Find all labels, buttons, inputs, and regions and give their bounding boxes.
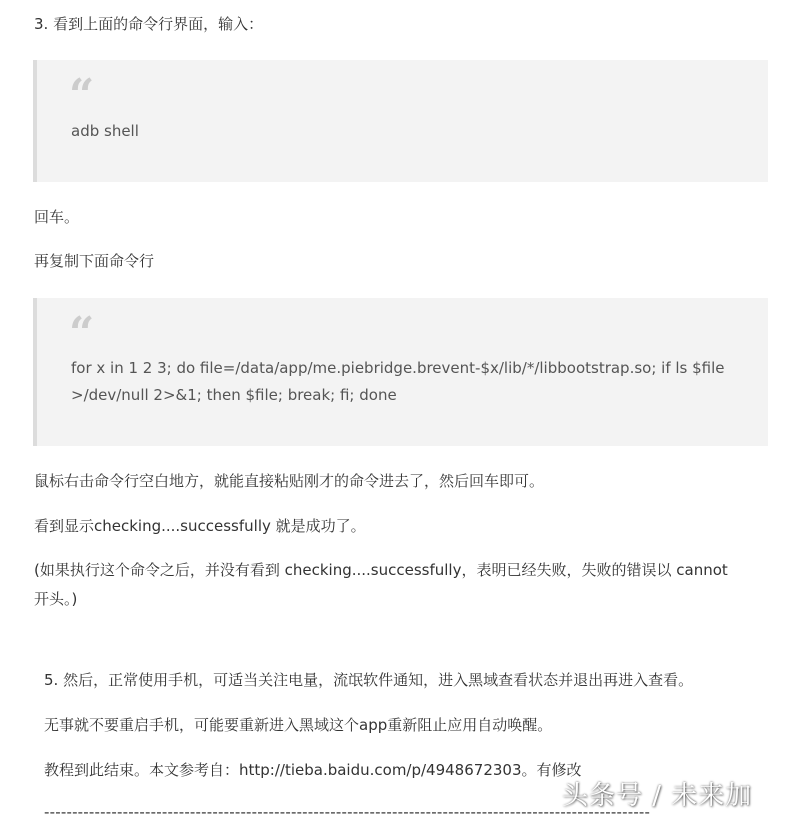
fail-hint-line-1: (如果执行这个命令之后，并没有看到 checking....successfully，表明已经失败，失败的错误以 cannot <box>34 561 728 579</box>
command-line-1: for x in 1 2 3; do file=/data/app/me.piebridge.brevent-$x/lib/*/libbootstrap.so; if ls $file <box>71 359 725 377</box>
step3-intro: 3. 看到上面的命令行界面，输入： <box>34 15 264 33</box>
quote-block-adb-shell <box>33 60 768 182</box>
quote-mark-icon: “ <box>69 70 89 121</box>
paste-hint-text: 鼠标右击命令行空白地方，就能直接粘贴刚才的命令进去了，然后回车即可。 <box>34 472 545 490</box>
command-line-2: >/dev/null 2>&1; then $file; break; fi; done <box>71 386 397 404</box>
success-hint-text: 看到显示checking....successfully 就是成功了。 <box>34 517 366 535</box>
dashed-divider: ------------------------------------------------------------------------------------------------------------ <box>44 803 651 821</box>
quote-block-command <box>33 298 768 446</box>
watermark: 头条号 / 未来加 <box>562 781 753 811</box>
enter-text: 回车。 <box>34 208 80 226</box>
command-adb-shell: adb shell <box>71 122 139 140</box>
step5-text: 5. 然后，正常使用手机，可适当关注电量，流氓软件通知，进入黑域查看状态并退出再进入查看。 <box>44 671 694 689</box>
copy-command-text: 再复制下面命令行 <box>34 252 155 270</box>
no-restart-text: 无事就不要重启手机，可能要重新进入黑域这个app重新阻止应用自动唤醒。 <box>44 716 553 734</box>
end-note-text: 教程到此结束。本文参考自：http://tieba.baidu.com/p/4948672303。有修改 <box>44 761 582 779</box>
fail-hint-line-2: 开头。) <box>34 590 78 608</box>
quote-mark-icon: “ <box>69 308 89 359</box>
